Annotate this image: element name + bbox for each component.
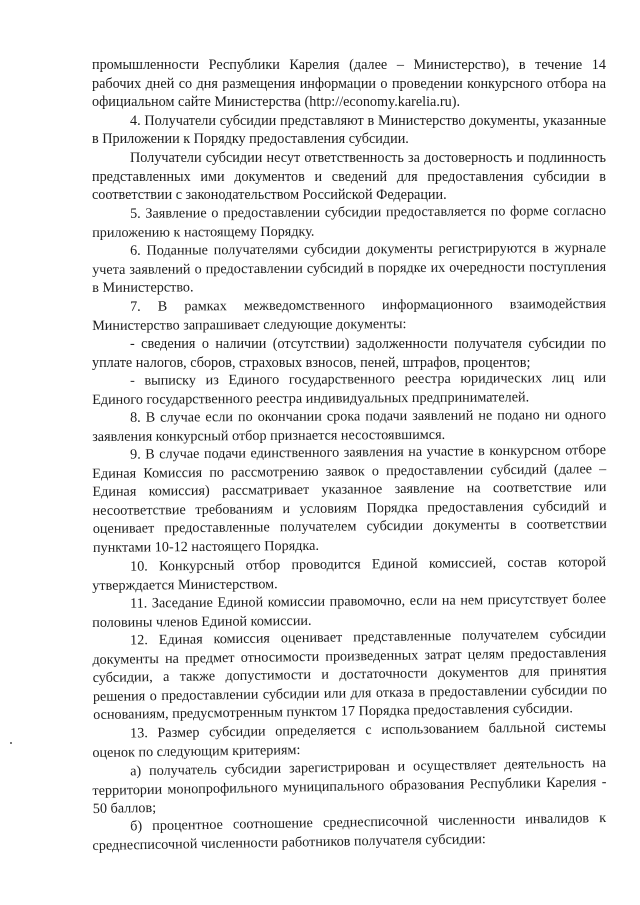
paragraph-item-5: 5. Заявление о предоставлении субсидии предоставляется по форме согласно приложению к настоящему Порядку. [92, 202, 607, 241]
paragraph-item-13: 13. Размер субсидии определяется с использованием балльной системы оценок по следующим критериям: [92, 719, 607, 761]
paragraph-item-6: 6. Поданные получателями субсидии документы регистрируются в журнале учета заявлений о предоставлении субсидий в порядке их очередности поступления в Министерство. [92, 239, 607, 297]
paragraph-item-9: 9. В случае подачи единственного заявления на участие в конкурсном отборе Единая Комиссия по рассмотрению заявок о предоставлении субсидий (далее – Единая комиссия) рассматривает указанное заявление на соответствие или несоответствие требованиям и условиям Порядка предоставления субсидий и оценивает предоставленные получателем субсидии документы в соответствии пунктами 10-12 настоящего Порядка. [92, 442, 607, 557]
paragraph-item-4: 4. Получатели субсидии представляют в Министерство документы, указанные в Приложении к Порядку предоставления субсидии. [92, 112, 606, 148]
paragraph-item-8: 8. В случае если по окончании срока подачи заявлений не подано ни одного заявления конкурсный отбор признается несостоявшимся. [92, 407, 607, 445]
paragraph-item-7: 7. В рамках межведомственного информационного взаимодействия Министерство запрашивает следующие документы: [92, 295, 607, 334]
paragraph-responsibility: Получатели субсидии несут ответственность за достоверность и подлинность представленных ими документов и сведений для предоставления субсидии в соответствии с законодательством Российской Федерации. [92, 149, 606, 204]
paragraph-continuation: промышленности Республики Карелия (далее – Министерство), в течение 14 рабочих дней со дня размещения информации о проведении конкурсного отбора на официальном сайте Министерства (http://economy.karelia.ru). [92, 57, 606, 111]
paragraph-item-11: 11. Заседание Единой комиссии правомочно, если на нем присутствует более половины членов Единой комиссии. [92, 591, 607, 631]
paragraph-item-10: 10. Конкурсный отбор проводится Единой комиссией, состав которой утверждается Министерством. [92, 554, 607, 594]
paragraph-item-13-a: а) получатель субсидии зарегистрирован и осуществляет деятельность на территории монопрофильного муниципального образования Республики Карелия - 50 баллов; [92, 754, 607, 817]
paragraph-item-12: 12. Единая комиссия оценивает представленные получателем субсидии документы на предмет относимости произведенных затрат целям предоставления субсидии, а также допустимости и достаточности документов для принятия решения о предоставлении субсидии или для отказа в предоставлении субсидии по основаниям, предусмотренным пунктом 17 Порядка предоставления субсидии. [92, 626, 607, 724]
paragraph-item-7-list-b: - выписку из Единого государственного реестра юридических лиц или Единого государственного реестра индивидуальных предпринимателей. [92, 369, 607, 408]
paragraph-item-7-list-a: - сведения о наличии (отсутствии) задолженности получателя субсидии по уплате налогов, сборов, страховых взносов, пеней, штрафов, процентов; [92, 335, 606, 371]
scan-speck [10, 742, 12, 744]
paragraph-item-13-b: б) процентное соотношение среднесписочной численности инвалидов к среднесписочной численности работников получателя субсидии: [92, 810, 607, 854]
